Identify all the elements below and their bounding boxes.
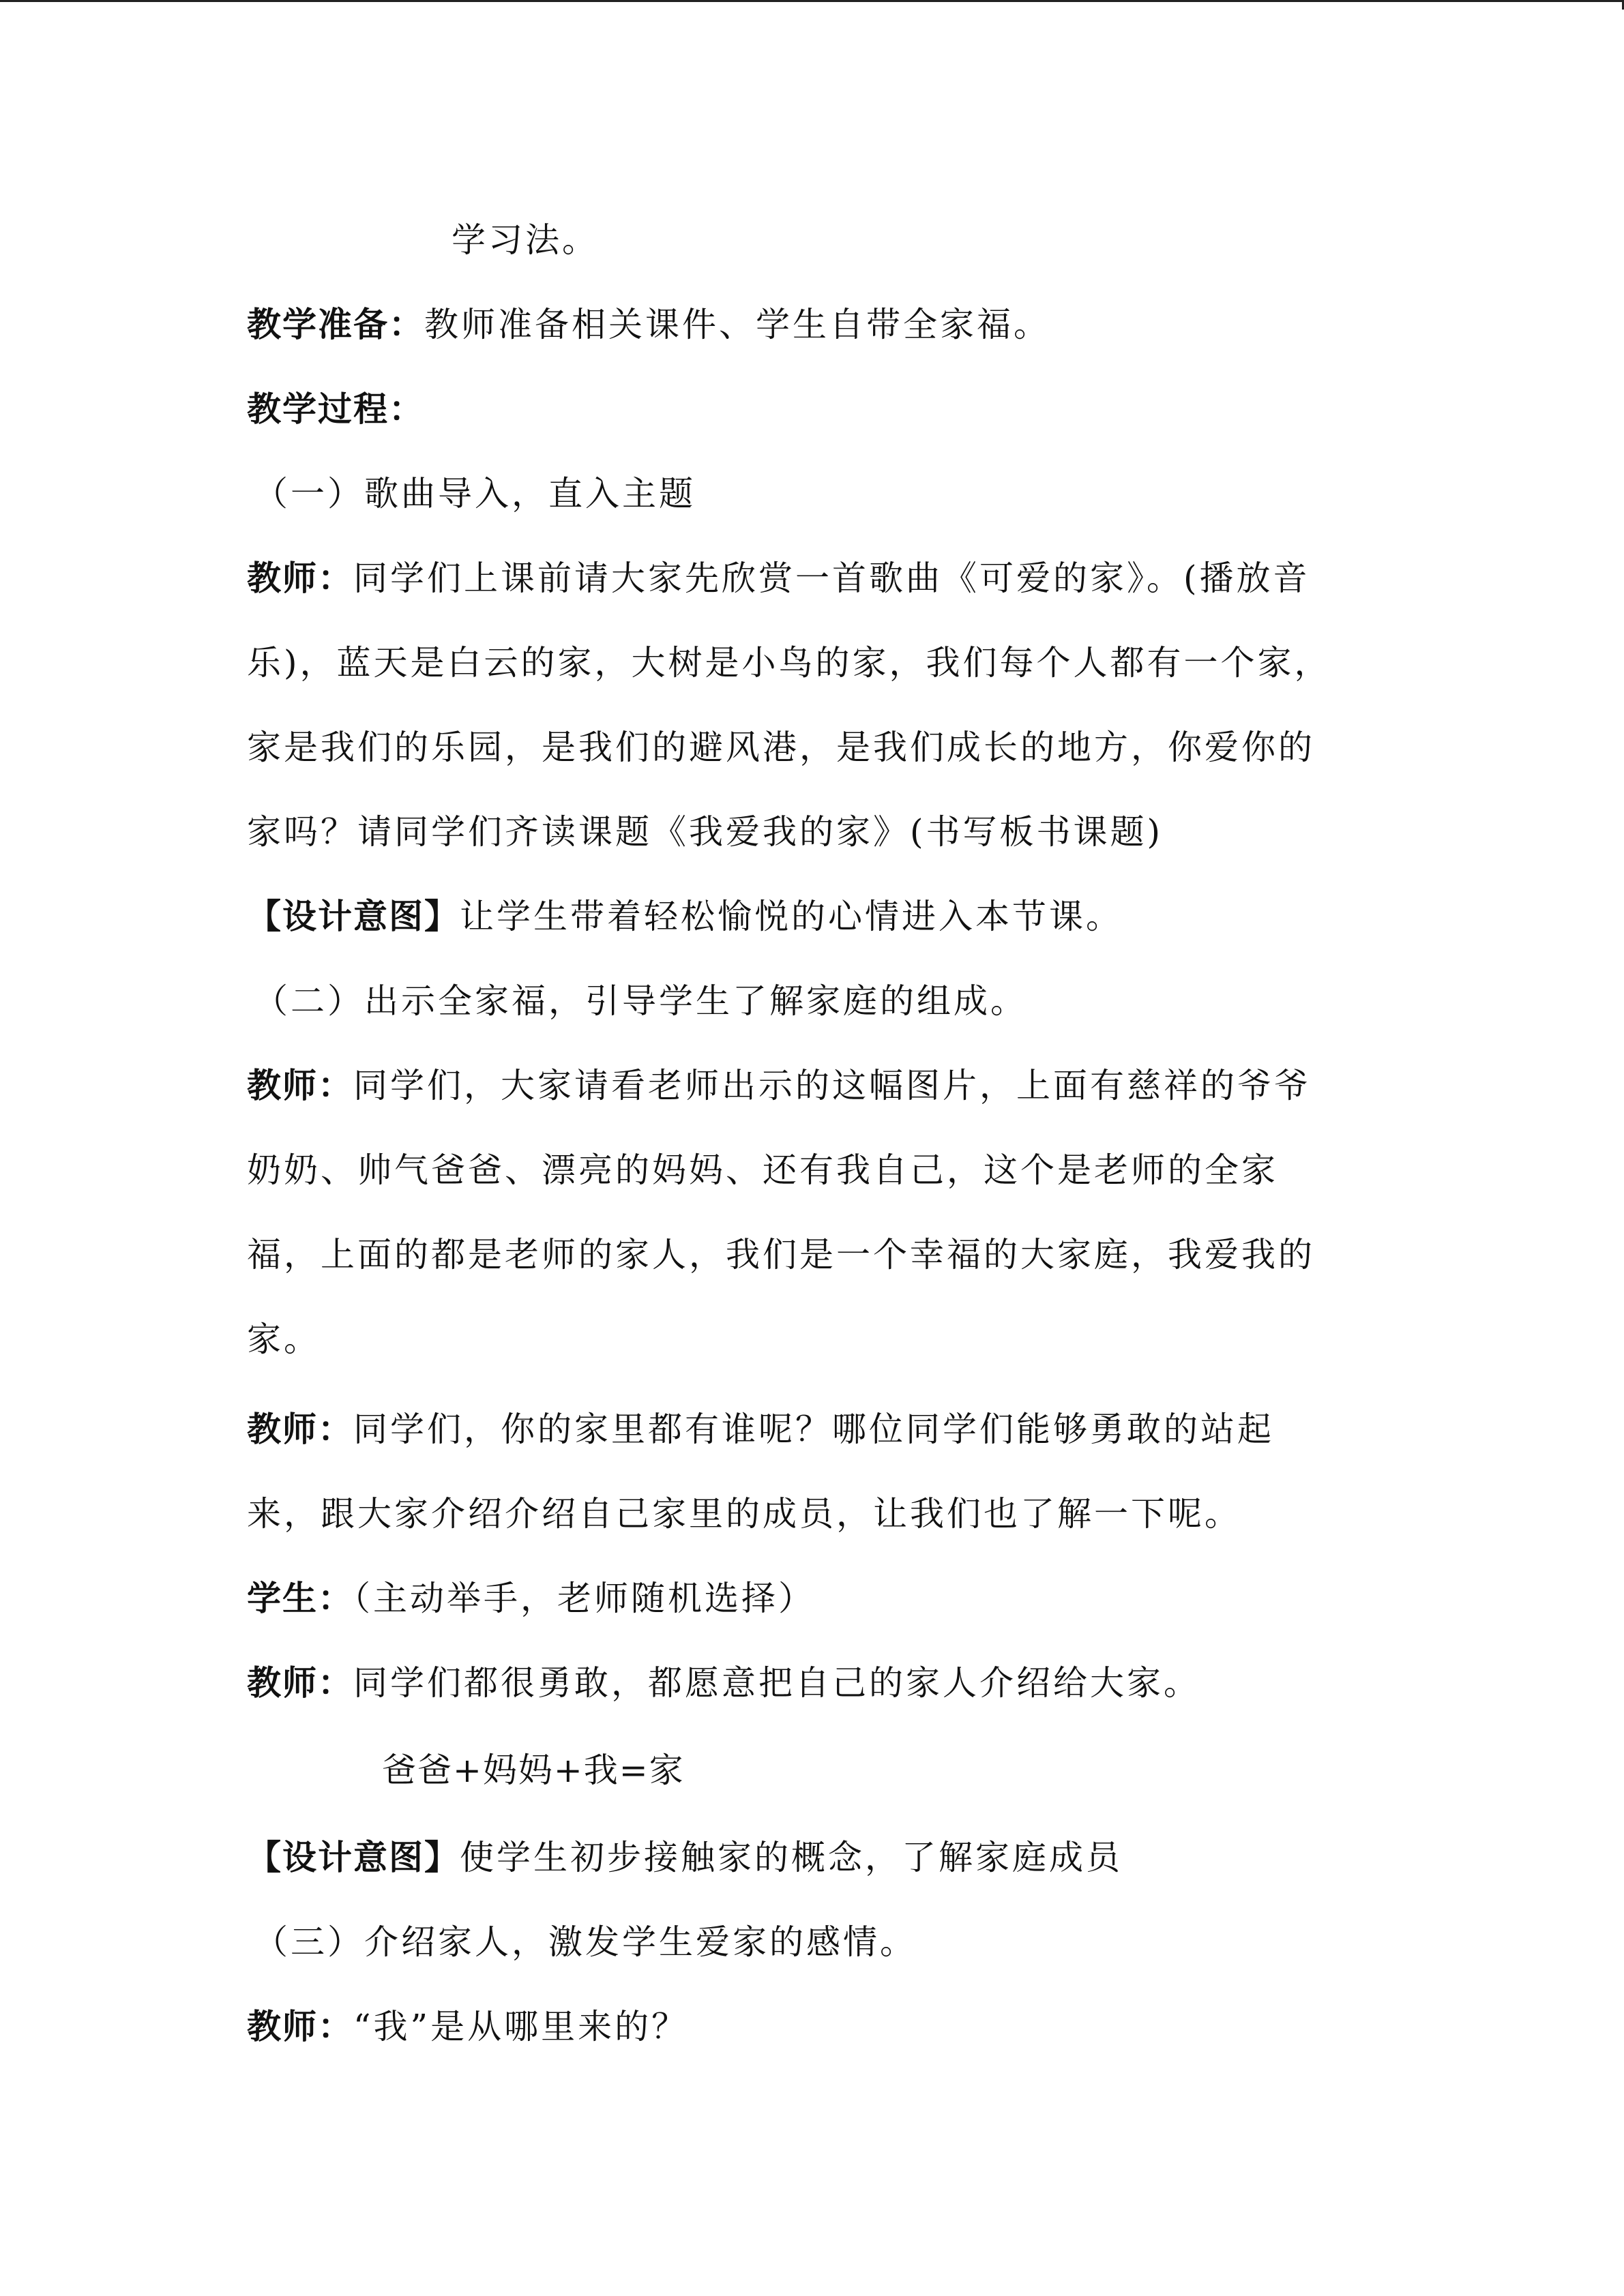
text-line [247,641,1365,685]
line-text: 家。 [247,1320,321,1359]
line-text: 乐)，蓝天是白云的家，大树是小鸟的家，我们每个人都有一个家， [247,643,1331,683]
line-text: （主动举手，老师随机选择） [353,1579,815,1618]
text-line [247,1407,1365,1451]
line-text: 教师准备相关课件、学生自带全家福。 [424,305,1050,344]
line-label: 教师： [247,1066,353,1105]
line-text: 福，上面的都是老师的家人，我们是一个幸福的大家庭，我爱我的 [247,1235,1315,1274]
text-line [247,895,1365,938]
text-line [247,1836,1365,1879]
text-line [452,218,1570,262]
line-text: 同学们上课前请大家先欣赏一首歌曲《可爱的家》。(播放音 [353,558,1310,598]
line-text: （二）出示全家福，引导学生了解家庭的组成。 [254,981,1027,1021]
line-label: 【设计意图】 [247,1838,460,1877]
text-line [247,1233,1365,1277]
line-text: 同学们都很勇敢，都愿意把自己的家人介绍给大家。 [353,1663,1200,1703]
line-text: （三）介绍家人，激发学生爱家的感情。 [254,1922,917,1962]
section-heading [254,979,1372,1023]
line-text: 学习法。 [452,220,599,260]
text-line [247,387,1365,431]
line-label: 教师： [247,1410,353,1449]
line-label: 教师： [247,1663,353,1703]
text-line [247,1148,1365,1192]
line-text: 家是我们的乐园，是我们的避风港，是我们成长的地方，你爱你的 [247,728,1315,767]
line-text: 同学们，大家请看老师出示的这幅图片，上面有慈祥的爷爷 [353,1066,1311,1105]
formula-line [382,1748,1501,1792]
line-label: 【设计意图】 [247,897,460,936]
line-label: 学生： [247,1579,353,1618]
line-label: 教师： [247,2007,353,2046]
line-text: 同学们，你的家里都有谁呢？哪位同学们能够勇敢的站起 [353,1410,1274,1449]
line-text: 来，跟大家介绍介绍自己家里的成员，让我们也了解一下呢。 [247,1494,1241,1534]
section-heading [254,472,1372,516]
line-label: 教师： [247,558,353,598]
section-heading [254,1920,1372,1964]
text-line [247,1064,1365,1107]
line-text: “我”是从哪里来的？ [353,2007,689,2046]
text-line [247,726,1365,769]
line-text: （一）歌曲导入，直入主题 [254,474,696,513]
text-line [247,810,1365,854]
line-label: 教学准备： [247,305,424,344]
text-line [247,303,1365,346]
text-line [247,1492,1365,1536]
text-line [247,1317,1365,1361]
text-line [247,556,1365,600]
text-line [247,1577,1365,1620]
line-label: 教学过程： [247,389,424,429]
text-line [247,1661,1365,1705]
line-text: 让学生带着轻松愉悦的心情进入本节课。 [460,897,1123,936]
line-text: 爸爸+妈妈+我=家 [382,1750,685,1790]
text-line [247,2005,1365,2048]
line-text: 奶奶、帅气爸爸、漂亮的妈妈、还有我自己，这个是老师的全家 [247,1150,1278,1190]
line-text: 使学生初步接触家的概念，了解家庭成员 [460,1838,1123,1877]
line-text: 家吗？请同学们齐读课题《我爱我的家》(书写板书课题) [247,812,1164,852]
